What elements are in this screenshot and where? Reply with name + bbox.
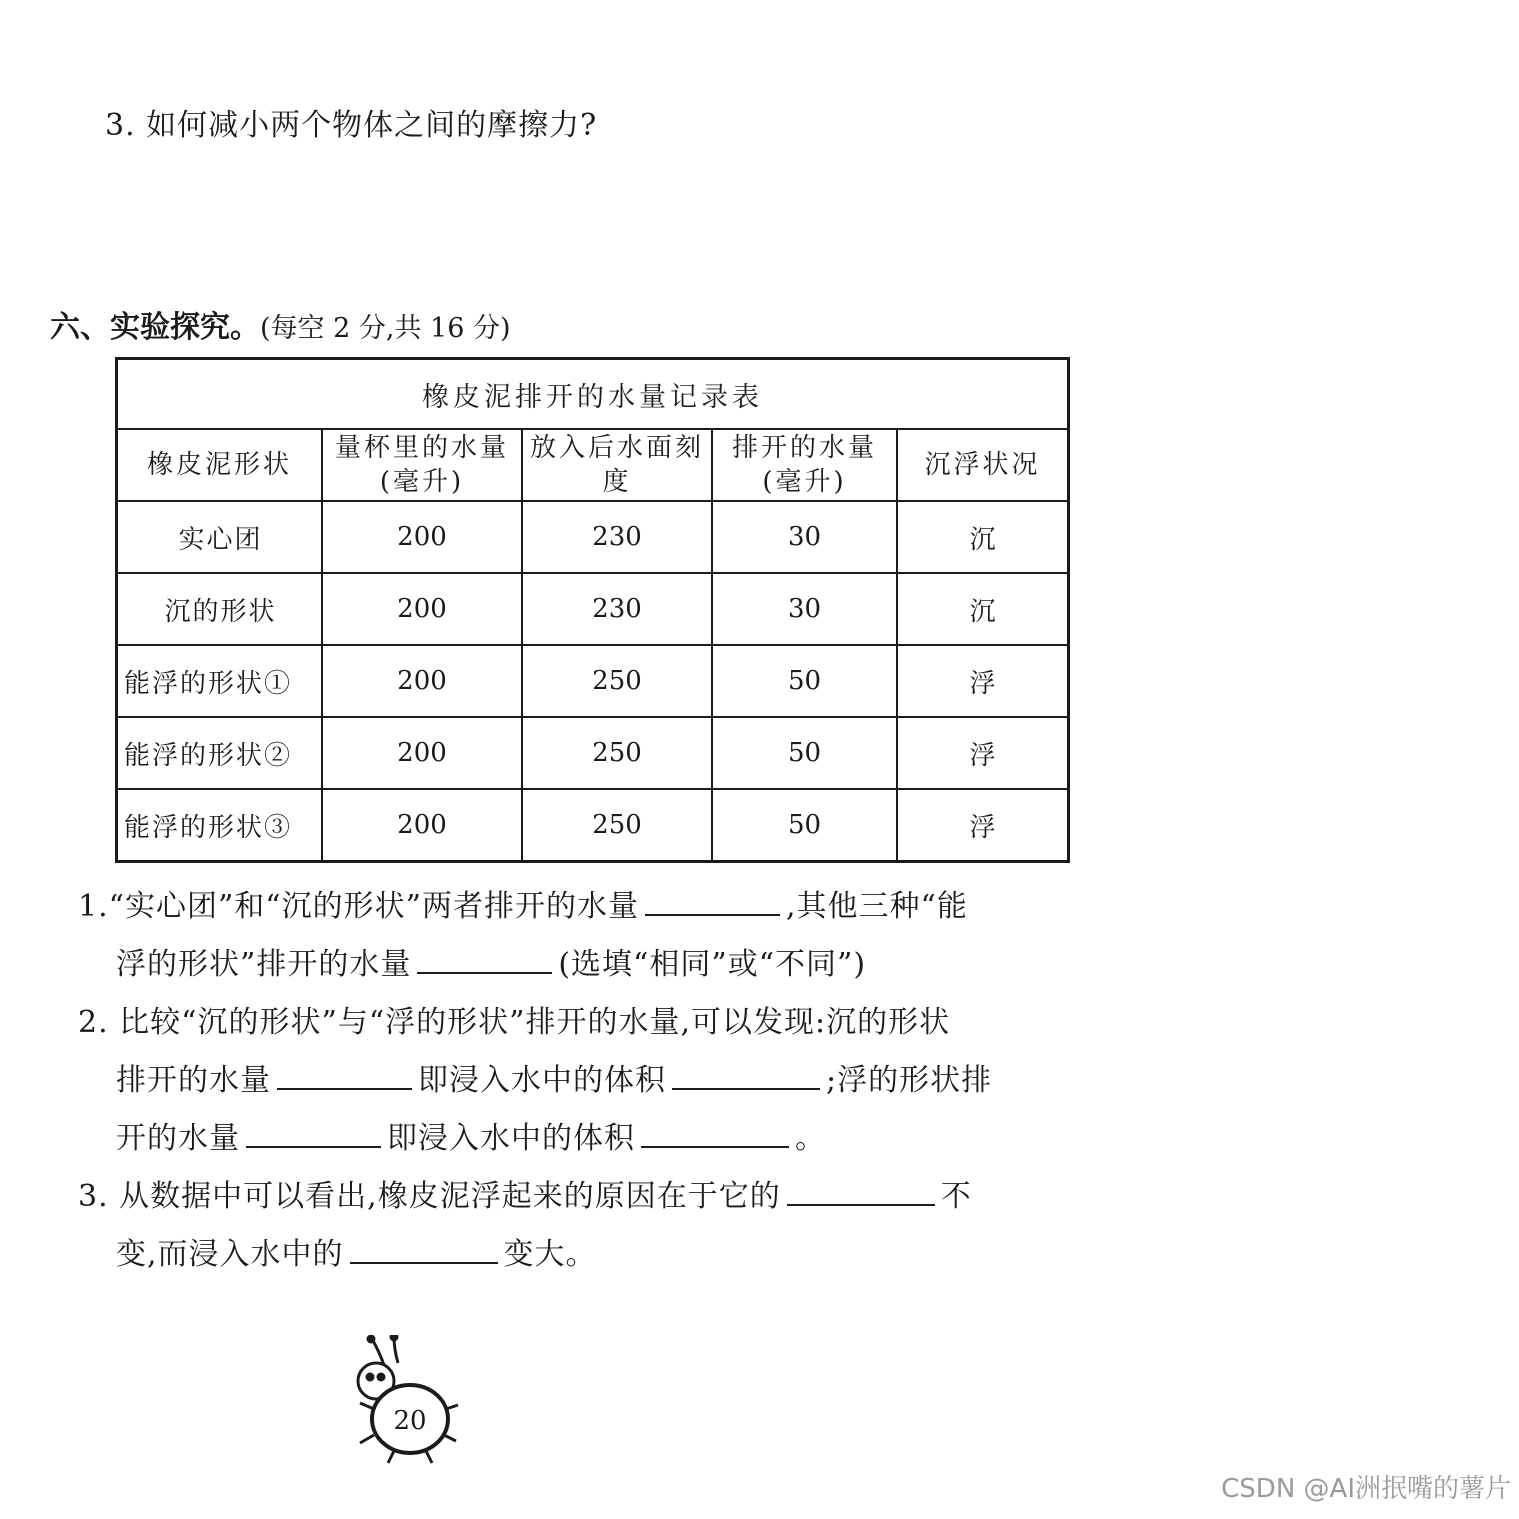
q3-text-d: 变大。 [503,1237,597,1272]
q2-blank-1[interactable] [277,1058,412,1090]
q1-text-d: (选填“相同”或“不同”) [558,947,867,982]
q3-line-2 [78,1226,1118,1284]
ladybug-icon [358,1335,458,1463]
table-row [117,717,1069,789]
cell-shape: 沉的形状 [117,573,323,645]
cell-shape: 实心团 [117,501,323,573]
cell-displaced-water: 30 [712,501,897,573]
cell-initial-water: 200 [322,789,522,862]
q2-text-d: ;浮的形状排 [826,1063,993,1098]
csdn-watermark: CSDN @AI洲抿嘴的薯片 [1221,1474,1511,1504]
cell-shape: 能浮的形状② [117,717,323,789]
table-row [117,501,1069,573]
table-header-row [117,429,1069,501]
q2-line-2 [78,1052,1118,1110]
cell-initial-water: 200 [322,717,522,789]
table-row [117,789,1069,862]
cell-shape: 能浮的形状③ [117,789,323,862]
q3-blank-2[interactable] [350,1232,498,1264]
q3-text-c: 变,而浸入水中的 [116,1237,344,1272]
table-title: 橡皮泥排开的水量记录表 [117,359,1069,430]
cell-initial-water: 200 [322,645,522,717]
cell-initial-water: 200 [322,573,522,645]
q1-text-a: 1.“实心团”和“沉的形状”两者排开的水量 [78,889,639,924]
q2-blank-4[interactable] [641,1116,789,1148]
cell-after-level: 250 [522,717,712,789]
header-float-state: 沉浮状况 [897,429,1069,501]
cell-displaced-water: 50 [712,645,897,717]
q2-text-e: 开的水量 [116,1121,240,1156]
table-row [117,645,1069,717]
section-score-note: (每空 2 分,共 16 分) [260,313,511,344]
header-displaced-water: 排开的水量(毫升) [712,429,897,501]
q2-blank-3[interactable] [246,1116,381,1148]
section-heading [50,302,511,346]
page-number: 20 [393,1406,427,1436]
cell-displaced-water: 30 [712,573,897,645]
q1-blank-2[interactable] [417,942,552,974]
q2-text-f: 即浸入水中的体积 [387,1121,635,1156]
q1-blank-1[interactable] [645,884,780,916]
cell-shape: 能浮的形状① [117,645,323,717]
cell-float-state: 浮 [897,717,1069,789]
cell-float-state: 沉 [897,501,1069,573]
fill-in-questions [78,878,1118,1284]
q3-text-a: 3. 从数据中可以看出,橡皮泥浮起来的原因在于它的 [78,1179,781,1214]
cell-initial-water: 200 [322,501,522,573]
q2-text-g: 。 [795,1121,826,1156]
cell-float-state: 浮 [897,789,1069,862]
cell-displaced-water: 50 [712,789,897,862]
table-row [117,573,1069,645]
header-initial-water: 量杯里的水量(毫升) [322,429,522,501]
q3-blank-1[interactable] [787,1174,935,1206]
cell-after-level: 230 [522,501,712,573]
header-shape: 橡皮泥形状 [117,429,323,501]
table-title-row [117,359,1069,430]
ladybug-page-mascot [350,1335,462,1465]
q3-text-b: 不 [940,1179,972,1214]
water-record-table [115,357,1070,863]
question-2 [78,994,1118,1168]
cell-float-state: 沉 [897,573,1069,645]
question-1 [78,878,1118,994]
previous-question-3: 3. 如何减小两个物体之间的摩擦力? [105,108,598,143]
q2-blank-2[interactable] [672,1058,820,1090]
q1-text-c: 浮的形状”排开的水量 [116,947,412,982]
question-3 [78,1168,1118,1284]
cell-after-level: 250 [522,645,712,717]
q2-text-c: 即浸入水中的体积 [418,1063,666,1098]
q2-text-b: 排开的水量 [116,1063,271,1098]
header-after-level: 放入后水面刻度 [522,429,712,501]
q1-line-2 [78,936,1118,994]
cell-after-level: 230 [522,573,712,645]
section-title: 六、实验探究。 [50,310,260,345]
cell-float-state: 浮 [897,645,1069,717]
q2-text-a: 2. 比较“沉的形状”与“浮的形状”排开的水量,可以发现:沉的形状 [78,1005,951,1040]
cell-after-level: 250 [522,789,712,862]
cell-displaced-water: 50 [712,717,897,789]
q1-text-b: ,其他三种“能 [785,889,968,924]
q2-line-3 [78,1110,1118,1168]
